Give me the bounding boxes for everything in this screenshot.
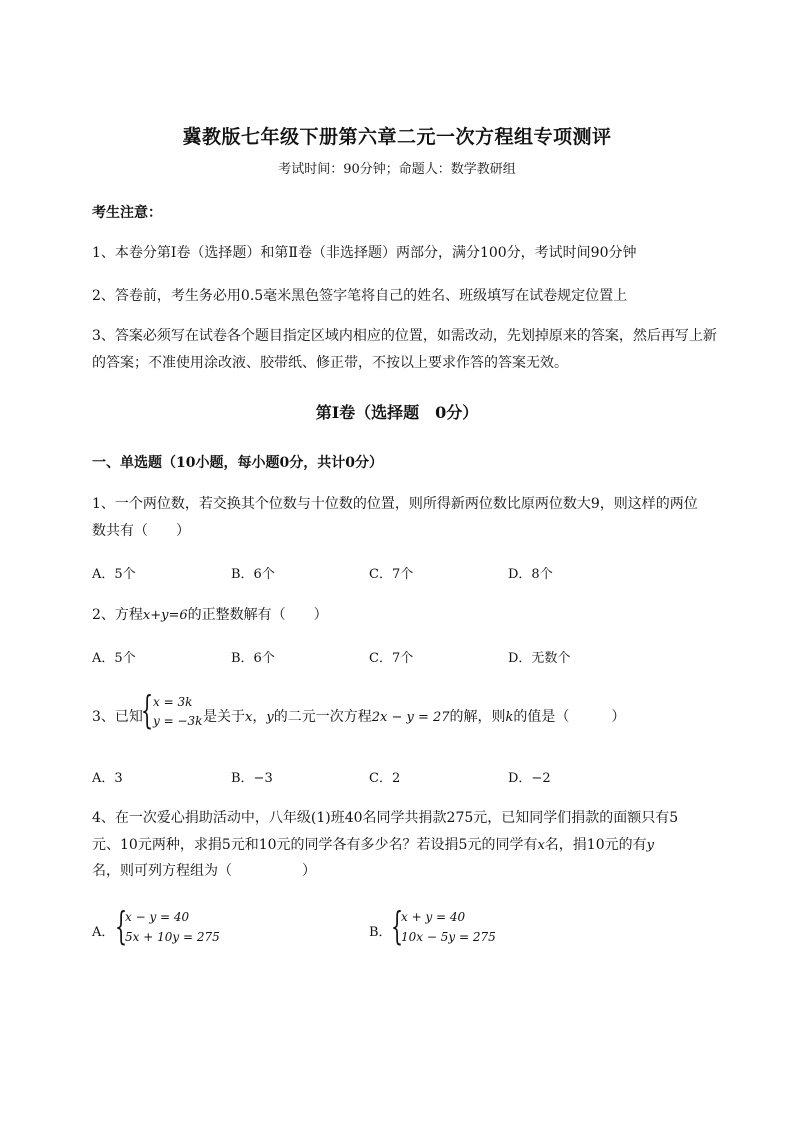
q3-equation-system: [141, 690, 203, 734]
q3-suffix: 的值是（ ）: [513, 709, 626, 725]
q3-option-b: B．−3: [231, 771, 273, 786]
page-subtitle: 考试时间：90分钟；命题人：数学教研组: [278, 162, 516, 177]
q3-option-c: C．2: [369, 771, 401, 786]
q4-option-a-row1: x − y = 40: [125, 910, 190, 924]
notice-item-1: 1、本卷分第I卷（选择题）和第Ⅱ卷（非选择题）两部分，满分100分，考试时间90分钟: [92, 245, 637, 261]
part-heading: 一、单选题（10小题，每小题0分，共计0分）: [92, 455, 383, 471]
q3-comma: ，: [252, 709, 267, 725]
q1-line2: 数共有（ ）: [92, 523, 190, 539]
q1-option-c: C．7个: [369, 567, 414, 582]
q4-option-a-row2: 5x + 10y = 275: [125, 930, 220, 944]
notice-heading: 考生注意：: [92, 205, 162, 221]
q2-option-b: B．6个: [231, 651, 275, 666]
q1-option-b: B．6个: [231, 567, 275, 582]
q4-line2: [92, 834, 654, 854]
q4-line1: 4、在一次爱心捐助活动中，八年级(1)班40名同学共捐款275元，已知同学们捐款的面额只有5: [92, 810, 679, 826]
notice-item-3-line2: 的答案；不准使用涂改液、胶带纸、修正带，不按以上要求作答的答案无效。: [92, 355, 568, 371]
q3-stem: [203, 706, 625, 726]
q2-option-d: D．无数个: [508, 651, 571, 666]
q2-stem: [92, 604, 328, 624]
q2-prefix: 2、方程: [92, 607, 143, 623]
section-title: 第I卷（选择题 0分）: [315, 403, 479, 422]
q4-option-b-system: [391, 906, 511, 950]
q4-option-b-row2: 10x − 5y = 275: [401, 930, 496, 944]
q4-option-b-brace: {: [391, 904, 404, 948]
q1-option-d: D．8个: [508, 567, 553, 582]
q4-line2-a: 元、10元两种，求捐5元和10元的同学各有多少名？若设捐5元的同学有: [92, 837, 538, 853]
q3-var-k: k: [505, 710, 514, 725]
notice-item-2: 2、答卷前，考生务必用0.5毫米黑色签字笔将自己的姓名、班级填写在试卷规定位置上: [92, 288, 628, 304]
q2-suffix: 的正整数解有（ ）: [187, 607, 328, 623]
q2-option-c: C．7个: [369, 651, 414, 666]
q4-option-a-system: [115, 906, 235, 950]
q3-brace: {: [141, 688, 154, 732]
q4-option-a-brace: {: [115, 904, 128, 948]
q4-var-x: x: [537, 838, 545, 853]
q2-option-a: A．5个: [92, 651, 136, 666]
q1-line1: 1、一个两位数，若交换其个位数与十位数的位置，则所得新两位数比原两位数大9，则这样的两位: [92, 496, 698, 512]
q4-option-a-label: A．: [92, 925, 115, 940]
q3-sys-row2: y = −3k: [153, 714, 203, 728]
q2-equation: x+y=6: [142, 608, 188, 623]
q3-option-a: A．3: [92, 771, 123, 786]
q3-var-y: y: [266, 710, 274, 725]
q4-line3: 名，则可列方程组为（ ）: [92, 863, 316, 879]
q3-var-x: x: [245, 710, 253, 725]
q4-option-b-label: B．: [369, 925, 392, 940]
q1-option-a: A．5个: [92, 567, 136, 582]
q3-mid1: 是关于: [203, 709, 245, 725]
q3-prefix: 3、已知: [92, 709, 143, 725]
page-title: 冀教版七年级下册第六章二元一次方程组专项测评: [182, 126, 612, 148]
q3-sys-row1: x = 3k: [153, 695, 193, 709]
q4-var-y: y: [646, 838, 654, 853]
q3-mid2: 的二元一次方程: [273, 709, 372, 725]
notice-item-3-line1: 3、答案必须写在试卷各个题目指定区域内相应的位置，如需改动，先划掉原来的答案，然后再写上新: [92, 328, 717, 344]
q3-equation: 2x − y = 27: [371, 710, 450, 725]
q3-option-d: D．−2: [508, 771, 551, 786]
q4-line2-b: 名，捐10元的有: [544, 837, 647, 853]
q3-mid3: 的解，则: [449, 709, 506, 725]
q4-option-b-row1: x + y = 40: [401, 910, 466, 924]
